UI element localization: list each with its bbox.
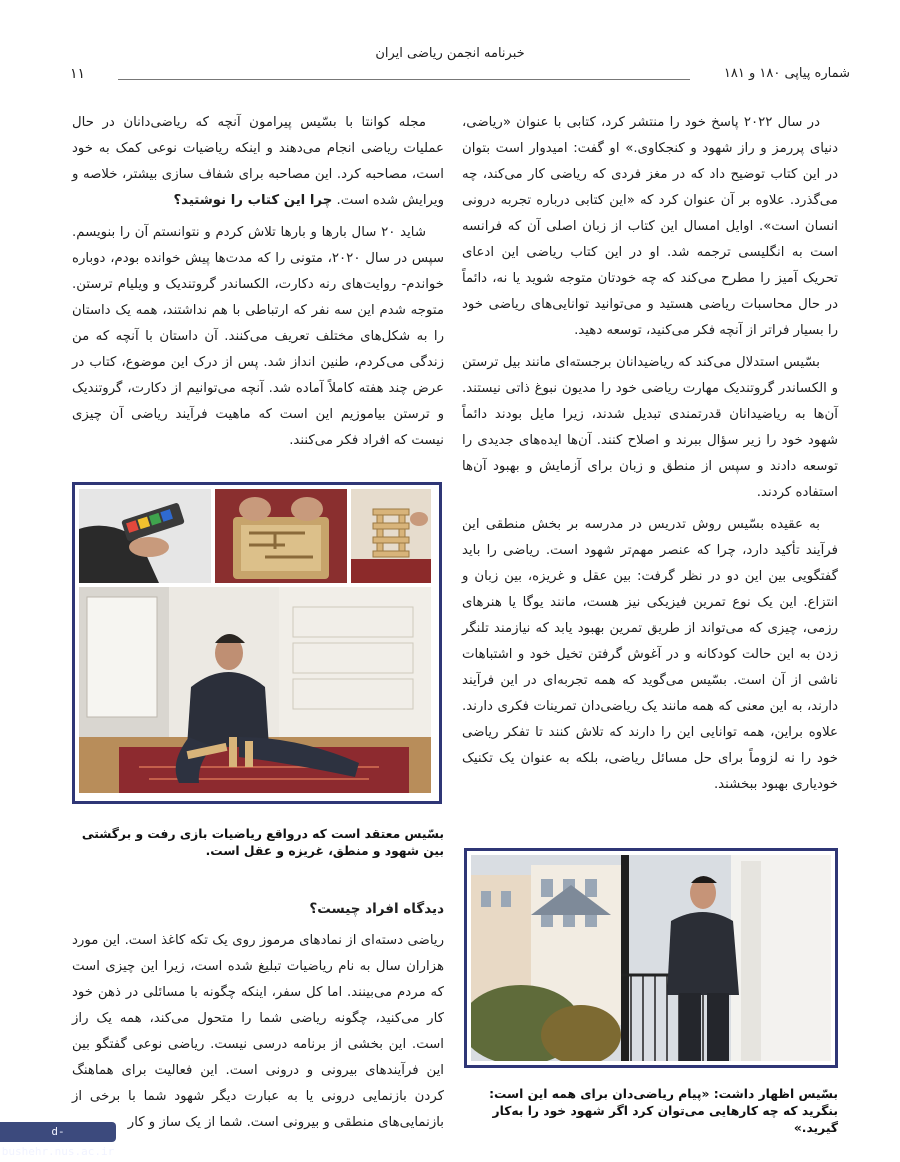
wood-tower-photo	[351, 489, 431, 583]
interview-intro	[72, 110, 444, 214]
interview-intro-text: مجله کوانتا با بسّیس پیرامون آنچه که ریاضی‌دانان در حال عملیات ریاضی انجام می‌دهند و اینکه ریاضیات نوعی کمک به خود است، مصاحبه کرد. این مصاحبه برای شفاف سازی بیشتر، خلاصه و ویرایش شده است.	[72, 115, 444, 208]
puzzle-hand-photo	[79, 489, 211, 583]
site-watermark: d-bushehr.nus.ac.ir	[0, 1122, 116, 1142]
balcony-photo	[464, 848, 838, 1068]
body-paragraph: به عقیده بسّیس روش تدریس در مدرسه بر بخش منطقی این فرآیند تأکید دارد، چرا که عنصر مهم‌تر شهود است. ریاضی را باید گفتگویی بین این دو در نظر گرفت: بین عقل و غریزه، بین زبان و انتزاع. این یک نوع تمرین فیزیکی نیز هست، مانند یوگا یا هنرهای رزمی، چیزی که می‌تواند از طریق تمرین بهبود یابد که نیازمند تلنگر زدن به این حالت کودکانه و در آغوش گرفتن تخیل خود و اشتباهات ناشی از آن است. بسّیس می‌گوید که همه تجربه‌ای در این فرآیند دارند، به این معنی که همه مانند یک ریاضی‌دان تمرینات فکری دارند. علاوه براین، همه توانایی این را دارند که تلاش کنند تا تفکر ریاضی خود را نه لزوماً برای حل مسائل ریاضی، بلکه به عنوان یک تکنیک خودیاری بهبود ببخشند.	[462, 517, 838, 792]
left-column-top	[72, 110, 444, 460]
journal-title: خبرنامه انجمن ریاضی ایران	[375, 46, 525, 61]
photo-caption-bottom: بسّیس اظهار داشت: «پیام ریاضی‌دان برای همه این است: بنگرید که چه کارهایی می‌توان کرد اگر شهود خود را به‌کار گیرید.»	[489, 1087, 838, 1135]
man-on-floor-photo	[79, 587, 431, 793]
header-divider	[118, 79, 690, 80]
photo-caption-top: بسّیس معتقد است که درواقع ریاضیات بازی رفت و برگشتی بین شهود و منطق، غریزه و عقل است.	[81, 827, 444, 858]
page-number: ۱۱	[70, 66, 86, 82]
balcony-photo-image	[471, 855, 831, 1061]
labyrinth-photo	[215, 489, 347, 583]
body-paragraph: در سال ۲۰۲۲ پاسخ خود را منتشر کرد، کتابی با عنوان «ریاضی، دنیای پررمز و راز شهود و کنجکاوی.» او گفت: امیدوار است بتوان در این کتاب توضیح داد که در مغز فردی که ریاضی کار می‌کند، چه می‌گذرد. علاوه بر آن عنوان کرد که «این کتابی درباره تجربه درونی انسان است». اوایل امسال این کتاب از زبان اصلی آن که فرانسه است به انگلیسی ترجمه شد. او در این کتاب ریاضی این ادعای تحریک آمیز را مطرح می‌کند که چه خودتان متوجه شوید یا نه، دائماً در حال محاسبات ریاضی هستید و می‌توانید توانایی‌های ریاضی خود را بسیار فراتر از آنچه فکر می‌کنید، توسعه دهید.	[462, 115, 838, 338]
body-paragraph: بسّیس استدلال می‌کند که ریاضیدانان برجسته‌ای مانند بیل ترستن و الکساندر گروتندیک مهارت ریاضی خود را مدیون نبوغ ذاتی نیستند. آن‌ها به ریاضیدانان قدرتمندی تبدیل شدند، زیرا مایل بودند دائماً شهود خود را زیر سؤال ببرند و اصلاح کنند. آن‌ها ایده‌های جدیدی را توسعه دادند و سپس از منطق و زبان برای آزمایش و بهبود آن‌ها استفاده کردند.	[462, 355, 838, 500]
body-paragraph: ریاضی دسته‌ای از نمادهای مرموز روی یک تکه کاغذ است. این مورد هزاران سال به نام ریاضیات تبلیغ شده است، زیرا این چیزی است که مردم می‌بینند. اما کل سفر، اینکه چگونه با مسائلی در ذهن خود کار می‌کنید، چگونه ریاضی شما را متحول می‌کند، همه یک راز است. این بخشی از برنامه درسی نیست. ریاضی نوعی گفتگو بین این فرآیندهای بیرونی و درونی است. این فعالیت برای هماهنگ کردن بازنمایی درونی یا به عبارت دیگر شهود شما با برخی از بازنمایی‌های منطقی و بیرونی است. شما از یک ساز و کار	[72, 933, 444, 1130]
interview-question: چرا این کتاب را نوشتید؟	[173, 193, 333, 208]
issue-number: شماره پیاپی ۱۸۰ و ۱۸۱	[723, 66, 850, 81]
left-column-bottom	[72, 896, 444, 1142]
section-heading: دیدگاه افراد چیست؟	[309, 901, 444, 917]
interview-answer: شاید ۲۰ سال بارها و بارها تلاش کردم و نتوانستم آن را بنویسم. سپس در سال ۲۰۲۰، متونی را که مدت‌ها پیش خوانده بودم، دوباره خواندم- روایت‌های رنه دکارت، الکساندر گروتندیک و ویلیام ترستن. متوجه شدم این سه نفر که ارتباطی با هم نداشتند، همه یک داستان را به شکل‌های مختلف تعریف می‌کنند. آن داستان با آنچه که من زندگی می‌کردم، طنین انداز شد. پس از درک این موضوع، کتاب در عرض چند هفته کاملاً آماده شد. آنچه می‌توانیم از دکارت، گروتندیک و ترستن بیاموزیم این است که ماهیت فرآیند ریاضی آن چیزی نیست که افراد فکر می‌کنند.	[72, 225, 445, 448]
photo-collage	[72, 482, 442, 804]
right-column	[462, 110, 838, 804]
